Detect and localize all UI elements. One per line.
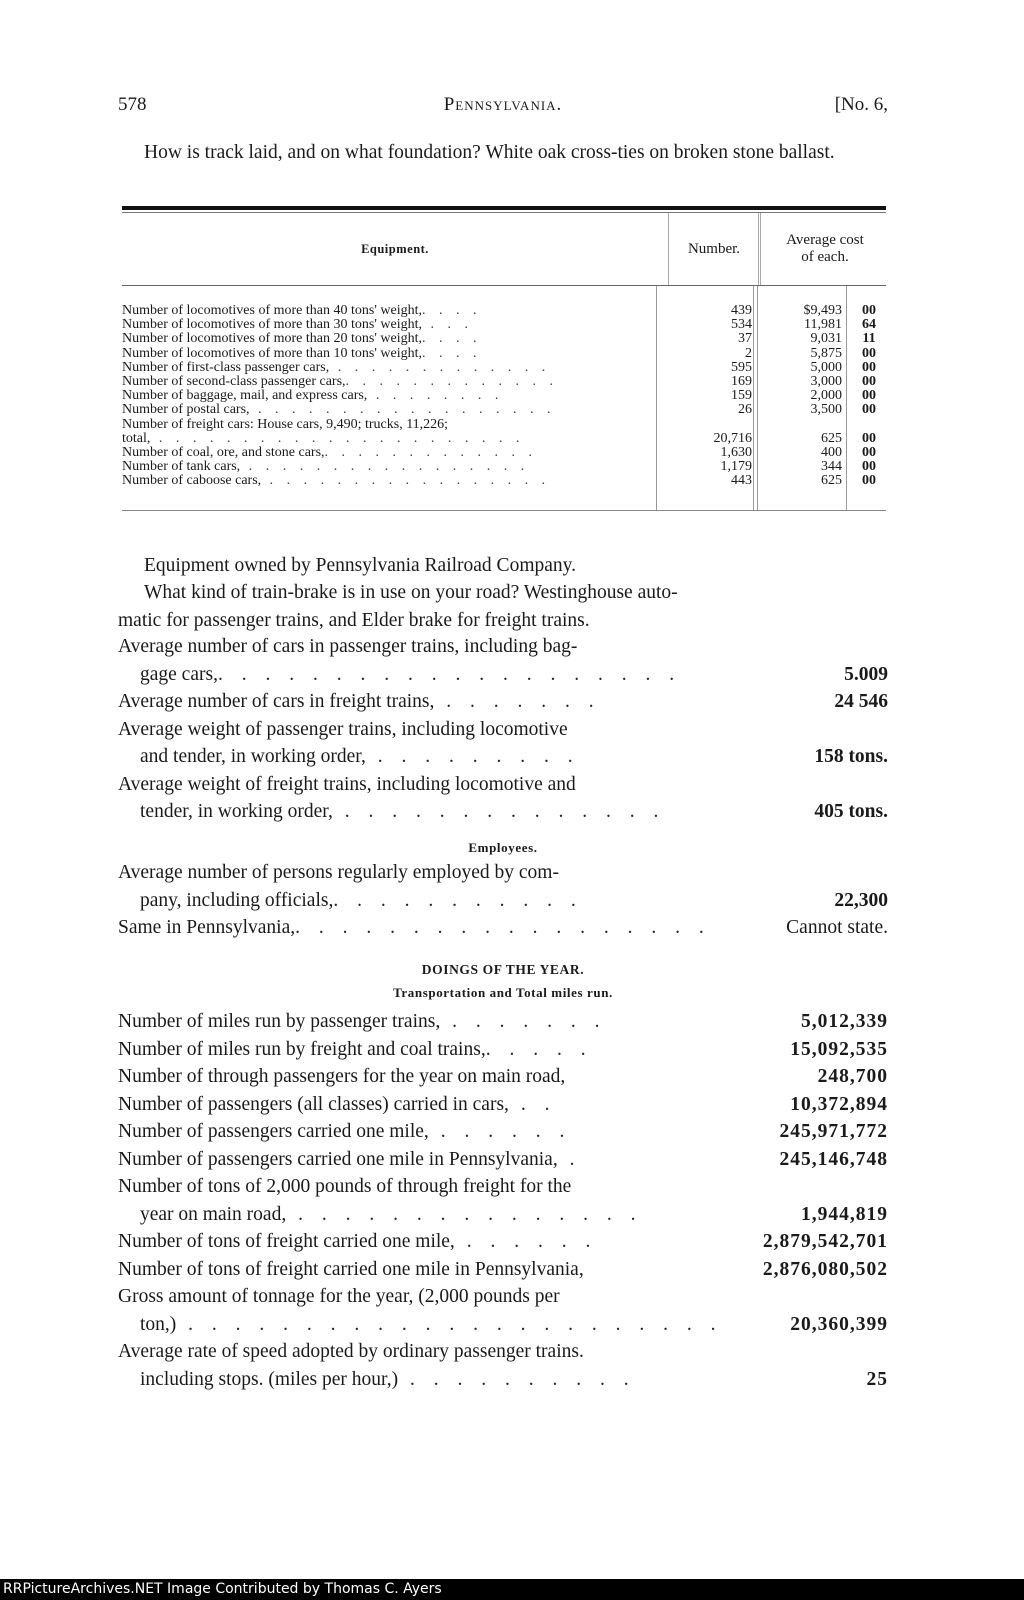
- transportation-subheading: Transportation and Total miles run.: [393, 985, 613, 1000]
- entry-line: Number of tons of freight carried one mile in Pennsylvania, 2,876,080,502: [118, 1256, 888, 1284]
- row-number: 37: [738, 331, 752, 347]
- row-number: 439: [731, 303, 752, 318]
- row-label: Number of locomotives of more than 20 tons' weight,. . . .: [122, 332, 482, 347]
- row-cost: 400: [821, 444, 842, 460]
- entry-line: Average number of cars in passenger trains, including bag-: [118, 636, 578, 657]
- row-label: Number of coal, ore, and stone cars,. . . . . . . . . . . . .: [122, 445, 538, 460]
- equipment-table: [122, 206, 886, 511]
- row-cost: 9,031: [810, 331, 842, 347]
- row-label: Number of postal cars, . . . . . . . . . . . . . . . . . .: [122, 403, 556, 418]
- entry-value: 15,092,535: [790, 1038, 888, 1060]
- table-header: [122, 213, 886, 285]
- table-row: [122, 446, 886, 460]
- row-label: Number of locomotives of more than 10 tons' weight,. . . .: [122, 346, 482, 361]
- entry-line: Average rate of speed adopted by ordinary passenger trains.: [118, 1341, 584, 1362]
- row-cents: 00: [862, 345, 876, 361]
- table-row: [122, 460, 886, 474]
- row-label: Number of baggage, mail, and express cars, . . . . . . . .: [122, 389, 504, 404]
- entry-line: Number of miles run by passenger trains, . . . . . . . 5,012,339: [118, 1008, 888, 1036]
- row-number: 534: [731, 317, 752, 333]
- table-row: [122, 304, 886, 318]
- entry-value: 2,879,542,701: [762, 1231, 888, 1252]
- entry-line: tender, in working order, . . . . . . . . . . . . . . 405 tons.: [118, 798, 888, 826]
- entry-line: Number of tons of 2,000 pounds of through freight for the: [118, 1176, 572, 1197]
- row-cents: 00: [862, 359, 876, 375]
- table-row: [122, 389, 886, 403]
- table-top-rule: [122, 206, 886, 210]
- entry-value: Cannot state.: [786, 917, 888, 938]
- entry-value: 248,700: [817, 1066, 888, 1087]
- entry-line: gage cars,. . . . . . . . . . . . . . . . . . . . 5.009: [118, 661, 888, 689]
- table-row: [122, 474, 886, 488]
- entry-value: 22,300: [834, 889, 888, 911]
- row-cents: 00: [862, 373, 876, 389]
- entry-line: including stops. (miles per hour,) . . . . . . . . . . 25: [118, 1366, 888, 1394]
- row-cost: 344: [821, 459, 842, 475]
- page-number: 578: [118, 94, 147, 115]
- row-cents: 11: [862, 331, 876, 347]
- row-number: 26: [738, 402, 752, 418]
- row-number: 20,716: [713, 430, 752, 446]
- row-cost: 3,500: [810, 402, 842, 418]
- entry-line: year on main road, . . . . . . . . . . . . . . . 1,944,819: [118, 1201, 888, 1229]
- entry-value: 245,971,772: [779, 1121, 888, 1142]
- running-header: [118, 94, 888, 120]
- employees-heading: Employees.: [468, 840, 538, 855]
- table-bottom-rule: [122, 510, 886, 511]
- row-label: Number of tank cars, . . . . . . . . . . . . . . . . .: [122, 460, 530, 475]
- entry-value: 1,944,819: [801, 1203, 888, 1225]
- credit-footer: RRPictureArchives.NET Image Contributed by Thomas C. Ayers: [0, 1579, 1024, 1600]
- entry-value: 2,876,080,502: [762, 1258, 888, 1280]
- row-cost: 625: [821, 430, 842, 446]
- entry-line: and tender, in working order, . . . . . . . . . 158 tons.: [118, 743, 888, 771]
- row-cost: 2,000: [810, 388, 842, 404]
- row-number: 2: [745, 345, 752, 361]
- row-cents: 00: [862, 402, 876, 418]
- column-header-equipment: Equipment.: [361, 241, 429, 256]
- row-cents: 00: [862, 388, 876, 404]
- row-cents: 00: [862, 444, 876, 460]
- row-cost: 5,875: [810, 345, 842, 361]
- entry-line: Average number of persons regularly employed by com-: [118, 862, 559, 883]
- entry-value: 5.009: [844, 663, 888, 685]
- row-cents: 64: [862, 317, 876, 333]
- entry-line: Number of passengers carried one mile in Pennsylvania, . 245,146,748: [118, 1146, 888, 1174]
- row-cost: 5,000: [810, 359, 842, 375]
- entry-line: Number of passengers carried one mile, . . . . . . 245,971,772: [118, 1118, 888, 1146]
- row-label: Number of locomotives of more than 40 tons' weight,. . . .: [122, 304, 482, 318]
- row-label: Number of first-class passenger cars, . . . . . . . . . . . . .: [122, 360, 551, 375]
- table-row: [122, 361, 886, 375]
- table-row: [122, 403, 886, 417]
- table-row: [122, 318, 886, 332]
- entry-value: 158 tons.: [814, 746, 888, 767]
- table-row: [122, 432, 886, 446]
- entry-line: Number of tons of freight carried one mile, . . . . . . 2,879,542,701: [118, 1228, 888, 1256]
- entry-line: Number of miles run by freight and coal trains,. . . . . 15,092,535: [118, 1036, 888, 1064]
- row-number: 1,630: [720, 444, 752, 460]
- row-number: 169: [731, 373, 752, 389]
- entry-value: 5,012,339: [801, 1011, 888, 1032]
- entry-value: 25: [866, 1368, 888, 1390]
- row-cost: $9,493: [803, 303, 842, 318]
- table-body: [122, 286, 886, 510]
- entry-line: Number of passengers (all classes) carried in cars, . . 10,372,894: [118, 1091, 888, 1119]
- entry-line: Average weight of freight trains, including locomotive and: [118, 773, 576, 795]
- entry-line: Average weight of passenger trains, including locomotive: [118, 718, 568, 740]
- intro-paragraph: How is track laid, and on what foundation? White oak cross-ties on broken stone ballast.: [144, 142, 835, 163]
- table-row: [122, 332, 886, 346]
- entry-value: 20,360,399: [790, 1313, 888, 1335]
- entry-value: 405 tons.: [814, 801, 888, 822]
- row-number: 1,179: [720, 459, 752, 475]
- row-label: Number of caboose cars, . . . . . . . . . . . . . . . . .: [122, 474, 551, 489]
- row-label: Number of freight cars: House cars, 9,490; trucks, 11,226;: [122, 417, 449, 432]
- entry-line: ton,) . . . . . . . . . . . . . . . . . . . . . . . 20,360,399: [118, 1311, 888, 1339]
- column-header-average-cost: Average cost of each.: [758, 213, 889, 285]
- table-row: [122, 418, 886, 432]
- entry-value: 24 546: [834, 691, 888, 712]
- row-number: 159: [731, 388, 752, 404]
- row-cost: 11,981: [804, 317, 842, 333]
- row-cost: 625: [821, 473, 842, 489]
- entry-line: Gross amount of tonnage for the year, (2,000 pounds per: [118, 1286, 560, 1307]
- entry-line: Number of through passengers for the year on main road, 248,700: [118, 1063, 888, 1091]
- row-cents: 00: [862, 459, 876, 475]
- row-number: 595: [731, 359, 752, 375]
- row-number: 443: [731, 473, 752, 489]
- row-label: Number of locomotives of more than 30 tons' weight, . . .: [122, 318, 473, 333]
- page-title: Pennsylvania.: [443, 94, 563, 115]
- row-label: Number of second-class passenger cars,. . . . . . . . . . . . .: [122, 374, 559, 389]
- doings-heading: DOINGS OF THE YEAR.: [421, 962, 585, 977]
- owned-by-paragraph: Equipment owned by Pennsylvania Railroad Company.: [144, 555, 576, 576]
- entry-line: Average number of cars in freight trains, . . . . . . . 24 546: [118, 688, 888, 716]
- entry-line: pany, including officials,. . . . . . . . . . . 22,300: [118, 887, 888, 915]
- row-label: total, . . . . . . . . . . . . . . . . . . . . . .: [122, 431, 525, 446]
- row-cents: 00: [862, 473, 876, 489]
- table-row: [122, 347, 886, 361]
- entry-value: 10,372,894: [790, 1093, 888, 1115]
- table-row: [122, 375, 886, 389]
- entry-line: Same in Pennsylvania,. . . . . . . . . . . . . . . . . . Cannot state.: [118, 914, 888, 942]
- row-cents: 00: [862, 430, 876, 446]
- brake-paragraph: What kind of train-brake is in use on your road? Westinghouse auto- matic for passenger trains, and Elder brake for freight trains.: [118, 582, 678, 631]
- column-header-number: Number.: [668, 213, 759, 285]
- entry-value: 245,146,748: [779, 1148, 888, 1170]
- row-cost: 3,000: [810, 373, 842, 389]
- row-cents: 00: [862, 303, 876, 318]
- issue-number: [No. 6,: [834, 94, 888, 115]
